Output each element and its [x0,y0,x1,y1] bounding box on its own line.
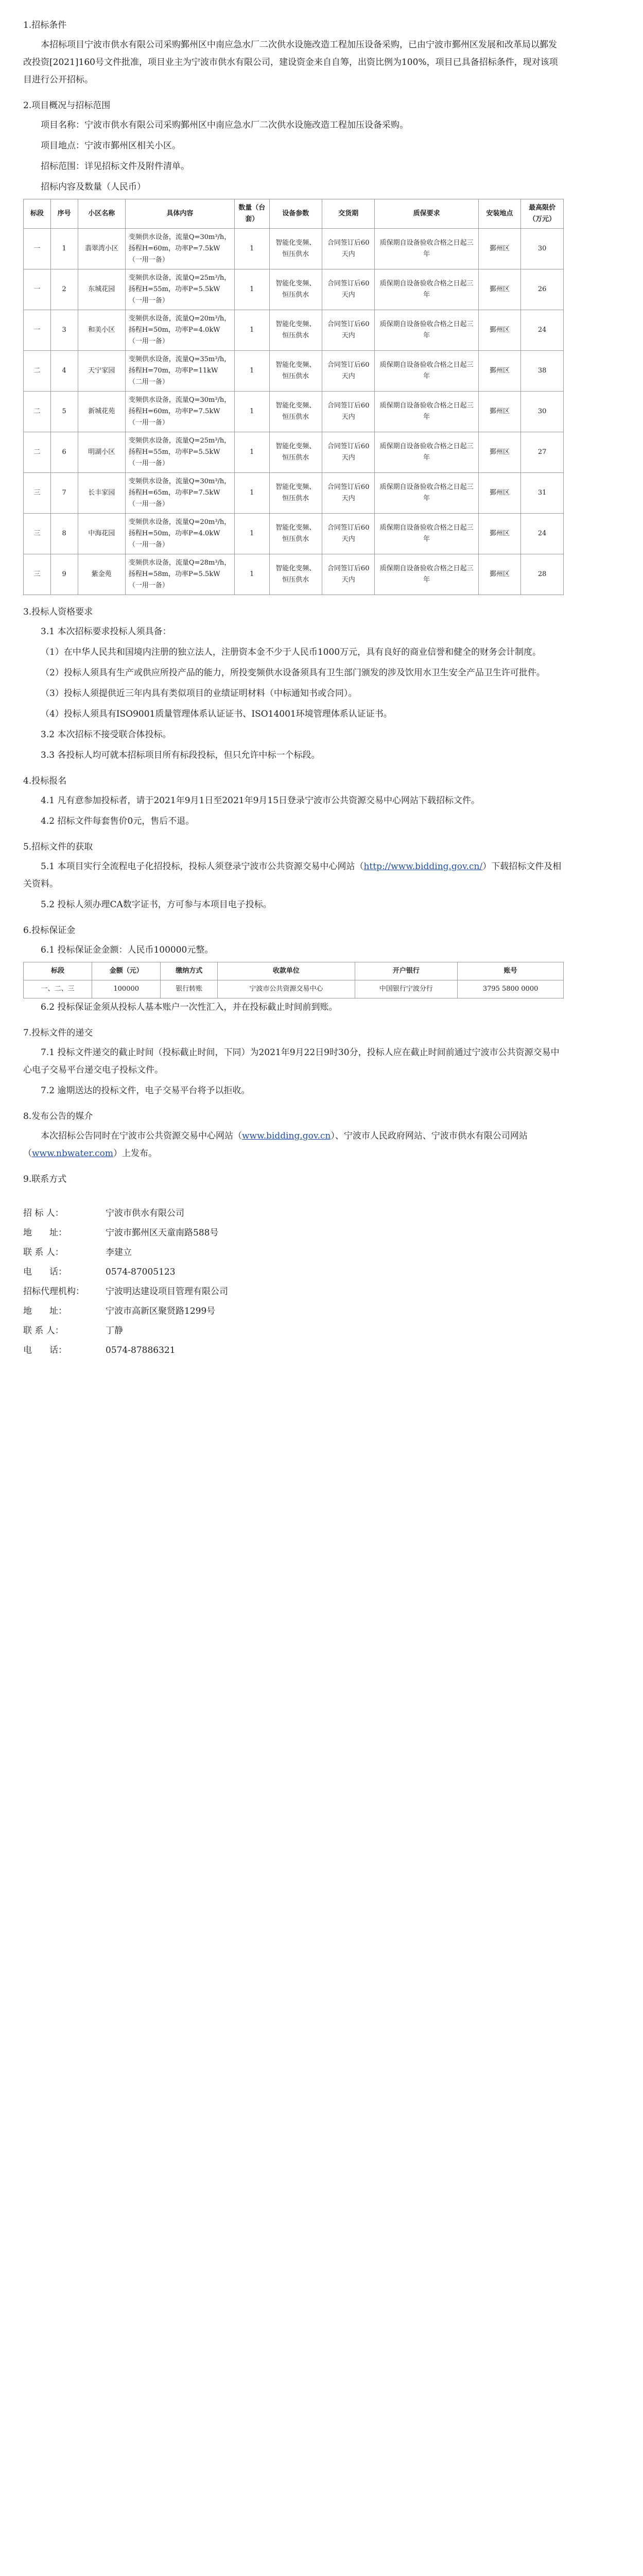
contact-value: 0574-87886321 [106,1345,176,1355]
qualification-p6: 3.2 本次招标不接受联合体投标。 [41,730,171,740]
table-cell: 长丰家园 [78,473,125,514]
qualification-p7: 3.3 各投标人均可就本招标项目所有标段投标，但只允许中标一个标段。 [41,750,320,760]
contact-key: 电 话： [23,1345,67,1355]
header-cell: 数量（台套） [234,199,269,229]
table-cell: 质保期自设备验收合格之日起三年 [375,229,478,269]
section7-title: 7.投标文件的递交 [23,1028,93,1038]
table-cell: 智能化变频、恒压供水 [269,392,322,432]
contact-key: 地 址： [23,1228,67,1238]
table-cell: 鄞州区 [478,229,521,269]
table-cell: 质保期自设备验收合格之日起三年 [375,514,478,554]
contact-row [23,1223,564,1243]
table-cell: 3 [50,310,78,351]
media-text-b: ）、宁波市人民政府网站、宁波市供水有限公司网站（ [23,1131,528,1159]
table-cell: 1 [234,269,269,310]
table-cell: 1 [234,229,269,269]
submission-p1: 7.1 投标文件递交的截止时间（投标截止时间，下同）为2021年9月22日9时30分，投标人应在截止时间前通过宁波市公共资源交易中心电子交易平台递交电子投标文件。 [23,1047,560,1075]
header-cell: 具体内容 [125,199,234,229]
tender-row [24,514,564,554]
table-cell: 质保期自设备验收合格之日起三年 [375,473,478,514]
contact-key: 联 系 人： [23,1326,64,1336]
table-cell: 鄞州区 [478,351,521,392]
project-location: 项目地点：宁波市鄞州区相关小区。 [41,141,181,151]
table-cell: 三 [24,473,51,514]
contact-key: 招标代理机构： [23,1286,84,1297]
table-cell: 5 [50,392,78,432]
table-cell: 28 [521,554,564,595]
tender-table [23,199,564,595]
contact-value: 李建立 [106,1247,132,1258]
table-cell: 质保期自设备验收合格之日起三年 [375,554,478,595]
header-cell: 小区名称 [78,199,125,229]
deposit-p1: 6.1 投标保证金金额：人民币100000元整。 [41,945,214,955]
table-cell: 38 [521,351,564,392]
project-scope: 招标范围：详见招标文件及附件清单。 [41,161,189,172]
bidding-site-link[interactable]: http://www.bidding.gov.cn/ [363,861,483,872]
table-cell: 变频供水设备，流量Q=30m³/h，扬程H=65m，功率P=7.5kW（一用一备） [125,473,234,514]
section9-title: 9.联系方式 [23,1174,67,1184]
section3-title: 3.投标人资格要求 [23,607,93,617]
table-cell: 1 [234,554,269,595]
contact-value: 宁波明达建设项目管理有限公司 [106,1286,228,1297]
tender-table-header-row [24,199,564,229]
media-text-c: ）上发布。 [113,1148,157,1159]
tender-row [24,432,564,473]
table-cell: 合同签订后60天内 [322,351,375,392]
section8-title: 8.发布公告的媒介 [23,1111,93,1122]
table-cell: 二 [24,392,51,432]
table-cell: 3795 5800 0000 [458,980,564,998]
media-p1 [23,1127,564,1162]
qualification-p3: （2）投标人须具有生产或供应所投产品的能力，所投变频供水设备须具有卫生部门颁发的涉及饮用水卫生安全产品卫生许可批件。 [41,668,545,678]
table-cell: 6 [50,432,78,473]
contact-key: 招 标 人： [23,1208,64,1218]
table-cell: 合同签订后60天内 [322,473,375,514]
tender-row [24,310,564,351]
header-cell: 收款单位 [218,962,355,980]
table-cell: 鄞州区 [478,432,521,473]
table-cell: 中海花园 [78,514,125,554]
table-cell: 合同签订后60天内 [322,554,375,595]
table-cell: 鄞州区 [478,554,521,595]
contact-block [23,1204,564,1360]
table-cell: 鄞州区 [478,473,521,514]
header-cell: 安装地点 [478,199,521,229]
tender-row [24,269,564,310]
contact-value: 宁波市高新区聚贤路1299号 [106,1306,216,1316]
table-cell: 三 [24,554,51,595]
registration-p1: 4.1 凡有意参加投标者，请于2021年9月1日至2021年9月15日登录宁波市公共资源交易中心网站下载招标文件。 [41,795,480,806]
header-cell: 标段 [24,962,92,980]
contact-row [23,1321,564,1341]
qualification-p5: （4）投标人须具有ISO9001质量管理体系认证证书、ISO14001环境管理体系认证证书。 [41,709,392,719]
media-text: 本次招标公告同时在宁波市公共资源交易中心网站（ [41,1131,242,1141]
section1-title: 1.招标条件 [23,20,67,30]
table-cell: 智能化变频、恒压供水 [269,310,322,351]
table-cell: 质保期自设备验收合格之日起三年 [375,432,478,473]
table-cell: 一 [24,229,51,269]
download-p2: 5.2 投标人须办理CA数字证书，方可参与本项目电子投标。 [41,900,272,910]
table-cell: 智能化变频、恒压供水 [269,473,322,514]
table-cell: 合同签订后60天内 [322,514,375,554]
table-cell: 1 [234,473,269,514]
table-cell: 24 [521,310,564,351]
header-cell: 交货期 [322,199,375,229]
header-cell: 设备参数 [269,199,322,229]
table-cell: 变频供水设备，流量Q=30m³/h，扬程H=60m，功率P=7.5kW（一用一备） [125,229,234,269]
table-cell: 一、二、三 [24,980,92,998]
table-cell: 智能化变频、恒压供水 [269,351,322,392]
table-cell: 1 [234,514,269,554]
header-cell: 账号 [458,962,564,980]
registration-p2: 4.2 招标文件每套售价0元，售后不退。 [41,816,195,826]
contact-key: 地 址： [23,1306,67,1316]
section2-title: 2.项目概况与招标范围 [23,100,111,111]
table-cell: 鄞州区 [478,310,521,351]
table-cell: 变频供水设备，流量Q=20m³/h，扬程H=50m，功率P=4.0kW（一用一备） [125,514,234,554]
header-cell: 序号 [50,199,78,229]
deposit-p2: 6.2 投标保证金须从投标人基本账户一次性汇入，并在投标截止时间前到账。 [41,1002,338,1012]
contact-row [23,1282,564,1301]
table-cell: 新城花苑 [78,392,125,432]
contact-row [23,1301,564,1321]
table-cell: 鄞州区 [478,392,521,432]
contact-row [23,1204,564,1223]
table-cell: 变频供水设备，流量Q=35m³/h，扬程H=70m，功率P=11kW（二用一备） [125,351,234,392]
table-cell: 26 [521,269,564,310]
table-cell: 一 [24,310,51,351]
table-cell: 质保期自设备验收合格之日起三年 [375,351,478,392]
table-cell: 变频供水设备，流量Q=28m³/h，扬程H=58m，功率P=5.5kW（一用一备） [125,554,234,595]
table-cell: 1 [234,392,269,432]
section1-text: 本招标项目宁波市供水有限公司采购鄞州区中南应急水厂二次供水设施改造工程加压设备采购，已由宁波市鄞州区发展和改革局以鄞发改投资[2021]160号文件批准，项目业主为宁波市供水有限公司，建设资金来自自筹，出资比例为100%，项目已具备招标条件，现对该项目进行公开招标。 [23,40,558,85]
download-text: 5.1 本项目实行全流程电子化招投标，投标人须登录宁波市公共资源交易中心网站（ [41,861,364,872]
table-cell: 智能化变频、恒压供水 [269,514,322,554]
table-cell: 变频供水设备，流量Q=20m³/h，扬程H=50m，功率P=4.0kW（一用一备） [125,310,234,351]
table-cell: 东城花园 [78,269,125,310]
contact-value: 宁波市供水有限公司 [106,1208,184,1218]
table-cell: 和美小区 [78,310,125,351]
table-cell: 1 [234,351,269,392]
deposit-table [23,962,564,998]
table-cell: 31 [521,473,564,514]
media-link-1[interactable]: www.bidding.gov.cn [242,1131,331,1141]
table-cell: 质保期自设备验收合格之日起三年 [375,392,478,432]
contact-row [23,1243,564,1262]
download-p1 [23,858,564,893]
project-name: 项目名称：宁波市供水有限公司采购鄞州区中南应急水厂二次供水设施改造工程加压设备采购。 [41,120,408,130]
media-link-2[interactable]: www.nbwater.com [32,1148,113,1159]
qualification-p4: （3）投标人须提供近三年内具有类似项目的业绩证明材料（中标通知书或合同）。 [41,688,357,699]
contact-row [23,1341,564,1360]
tender-row [24,351,564,392]
section6-title: 6.投标保证金 [23,925,76,936]
table-cell: 合同签订后60天内 [322,432,375,473]
download-text-b: ）下载招标文件及相关资料。 [23,861,562,889]
table-cell: 鄞州区 [478,269,521,310]
table-cell: 1 [50,229,78,269]
table-cell: 30 [521,229,564,269]
table-cell: 质保期自设备验收合格之日起三年 [375,310,478,351]
table-cell: 明湖小区 [78,432,125,473]
table-cell: 三 [24,514,51,554]
header-cell: 标段 [24,199,51,229]
qualification-p2: （1）在中华人民共和国境内注册的独立法人，注册资本金不少于人民币1000万元，具有良好的商业信誉和健全的财务会计制度。 [41,647,542,657]
table-cell: 鄞州区 [478,514,521,554]
tender-row [24,473,564,514]
table-cell: 变频供水设备，流量Q=25m³/h，扬程H=55m，功率P=5.5kW（一用一备） [125,269,234,310]
table-cell: 1 [234,310,269,351]
table-cell: 合同签订后60天内 [322,310,375,351]
table-cell: 合同签订后60天内 [322,229,375,269]
contact-key: 电 话： [23,1267,67,1277]
table-cell: 1 [234,432,269,473]
table-cell: 二 [24,351,51,392]
header-cell: 开户银行 [355,962,458,980]
table-cell: 9 [50,554,78,595]
header-cell: 金额（元） [92,962,161,980]
table-cell: 一 [24,269,51,310]
table-cell: 8 [50,514,78,554]
section4-title: 4.投标报名 [23,776,67,786]
table-cell: 2 [50,269,78,310]
table-cell: 智能化变频、恒压供水 [269,432,322,473]
table-cell: 合同签订后60天内 [322,269,375,310]
table-cell: 100000 [92,980,161,998]
table-cell: 合同签订后60天内 [322,392,375,432]
table-cell: 变频供水设备，流量Q=30m³/h，扬程H=60m，功率P=7.5kW（一用一备） [125,392,234,432]
contact-row [23,1262,564,1282]
table-cell: 宁波市公共资源交易中心 [218,980,355,998]
table-cell: 智能化变频、恒压供水 [269,554,322,595]
tender-row [24,554,564,595]
table-cell: 质保期自设备验收合格之日起三年 [375,269,478,310]
contact-value: 丁静 [106,1326,123,1336]
table-cell: 27 [521,432,564,473]
tender-row [24,229,564,269]
table-cell: 7 [50,473,78,514]
table-caption: 招标内容及数量（人民币） [41,182,146,192]
contact-key: 联 系 人： [23,1247,64,1258]
contact-value: 0574-87005123 [106,1267,176,1277]
qualification-p1: 3.1 本次招标要求投标人须具备： [41,626,171,637]
contact-value: 宁波市鄞州区天童南路588号 [106,1228,219,1238]
table-cell: 30 [521,392,564,432]
header-cell: 质保要求 [375,199,478,229]
table-cell: 天宁家园 [78,351,125,392]
table-cell: 银行转账 [161,980,218,998]
table-cell: 中国银行宁波分行 [355,980,458,998]
table-cell: 智能化变频、恒压供水 [269,269,322,310]
table-cell: 智能化变频、恒压供水 [269,229,322,269]
table-cell: 4 [50,351,78,392]
tender-table-body [24,229,564,595]
header-cell: 缴纳方式 [161,962,218,980]
deposit-row [24,980,564,998]
table-cell: 二 [24,432,51,473]
section5-title: 5.招标文件的获取 [23,842,93,852]
submission-p2: 7.2 逾期送达的投标文件，电子交易平台将予以拒收。 [41,1086,250,1096]
table-cell: 翡翠湾小区 [78,229,125,269]
document-page [23,11,564,1360]
table-cell: 24 [521,514,564,554]
header-cell: 最高限价（万元） [521,199,564,229]
tender-row [24,392,564,432]
table-cell: 紫金苑 [78,554,125,595]
deposit-header-row [24,962,564,980]
table-cell: 变频供水设备，流量Q=25m³/h，扬程H=55m，功率P=5.5kW（一用一备） [125,432,234,473]
